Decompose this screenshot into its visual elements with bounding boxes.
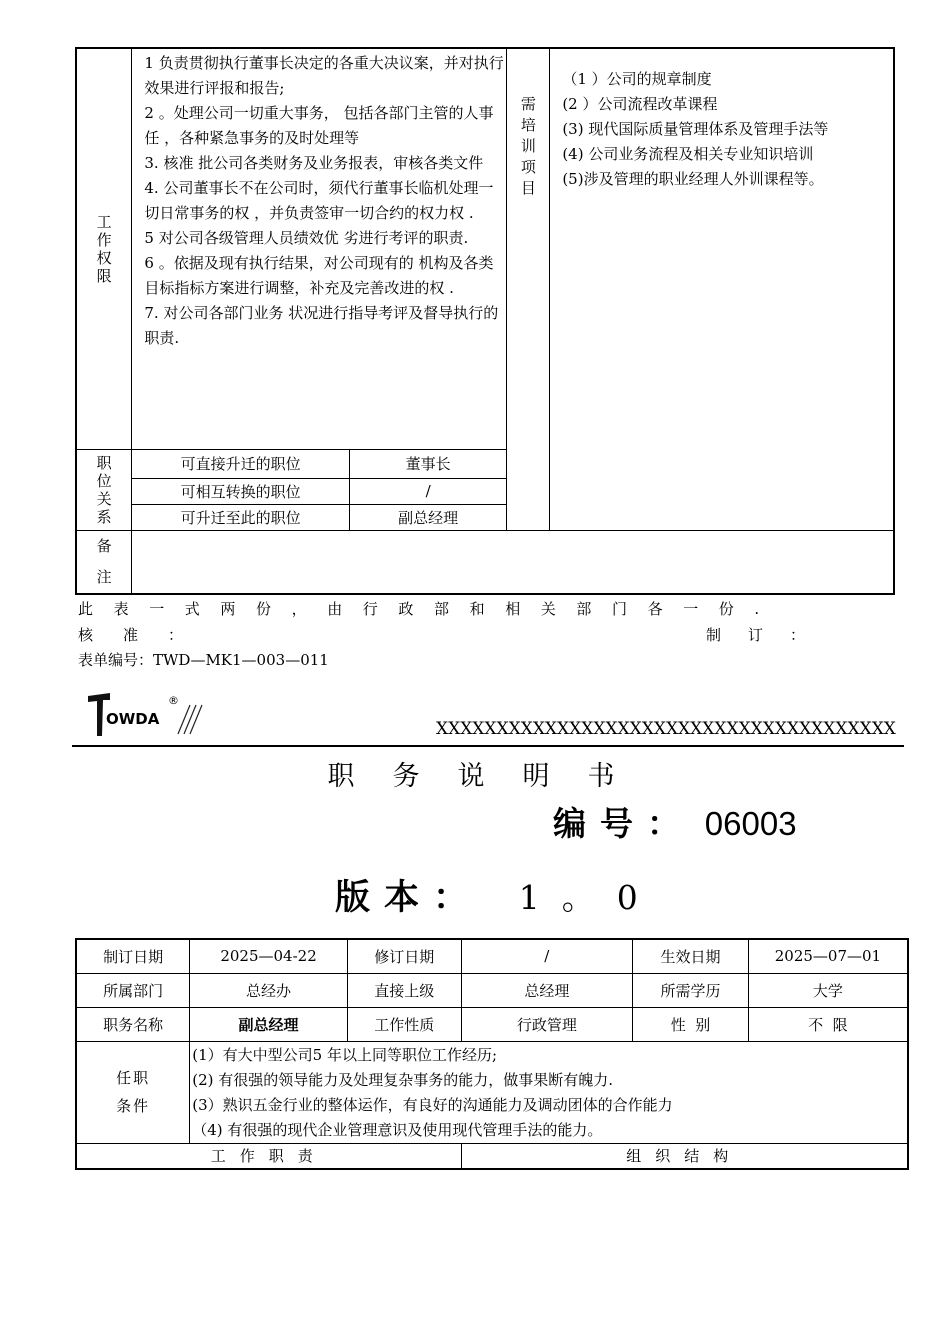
responsibility-item: 2 。处理公司一切重大事务， 包括各部门主管的人事任 ，各种紧急事务的及时处理等 [144, 104, 494, 147]
relation-value: / [349, 478, 507, 504]
relation-label: 可直接升迁的职位 [132, 449, 349, 478]
copies-note: 此表一式两份，由行政部和相关部门各一份. [78, 600, 780, 618]
relation-label: 可相互转换的职位 [132, 478, 349, 504]
qualifications-cell [190, 1041, 908, 1143]
version-value: 1。0 [518, 878, 660, 917]
form-number: 表单编号：TWD—MK1—003—011 [78, 651, 329, 669]
job-info-table [75, 938, 909, 1170]
revise-label: 制订： [706, 626, 833, 644]
relation-label: 可升迁至此的职位 [132, 504, 349, 530]
info-value: 副总经理 [190, 1007, 348, 1041]
info-label: 修订日期 [347, 939, 461, 973]
company-logo [84, 690, 214, 740]
info-value: 行政管理 [461, 1007, 633, 1041]
remarks-label: 备注 [76, 530, 132, 594]
info-value: / [461, 939, 633, 973]
info-label: 生效日期 [633, 939, 749, 973]
relation-value: 副总经理 [349, 504, 507, 530]
training-item: (4) 公司业务流程及相关专业知识培训 [562, 145, 814, 163]
info-value: 不 限 [748, 1007, 908, 1041]
qualification-label: 任职条件 [76, 1041, 190, 1143]
training-item: (5)涉及管理的职业经理人外训课程等。 [562, 170, 824, 188]
responsibility-item: 1 负责贯彻执行董事长决定的各重大决议案，并对执行效果进行评报和报告; [144, 54, 504, 97]
info-value: 总经理 [461, 973, 633, 1007]
qualification-item: (1）有大中型公司5 年以上同等职位工作经历; [192, 1045, 498, 1064]
training-label: 需培训项目 [507, 48, 550, 530]
relation-value: 董事长 [349, 449, 507, 478]
qualification-item: （4) 有很强的现代企业管理意识及使用现代管理手法的能力。 [192, 1120, 603, 1139]
info-value: 总经办 [190, 973, 348, 1007]
training-item: (3) 现代国际质量管理体系及管理手法等 [562, 120, 829, 138]
training-item: （1 ）公司的规章制度 [562, 70, 712, 88]
responsibility-item: 4. 公司董事长不在公司时，须代行董事长临机处理一切日常事务的权 ，并负责签审一切合约的权力权 . [144, 179, 494, 222]
info-label: 所属部门 [76, 973, 190, 1007]
company-name: XXXXXXXXXXXXXXXXXXXXXXXXXXXXXXXXXXXXXX [436, 719, 896, 739]
responsibility-item: 5 对公司各级管理人员绩效优 劣进行考评的职责. [144, 229, 469, 247]
number-value: 06003 [704, 805, 797, 842]
header-rule [72, 745, 904, 747]
qualification-item: (2) 有很强的领导能力及处理复杂事务的能力，做事果断有魄力. [192, 1070, 614, 1089]
info-label: 制订日期 [76, 939, 190, 973]
doc-version [335, 870, 660, 920]
work-authority-label: 工作权限 [76, 48, 132, 449]
responsibility-item: 3. 核准 批公司各类财务及业务报表，审核各类文件 [144, 154, 484, 172]
info-label: 直接上级 [347, 973, 461, 1007]
info-value: 2025—07—01 [748, 939, 908, 973]
position-relation-label: 职位关系 [76, 449, 132, 530]
org-structure-header: 组织结构 [461, 1143, 908, 1169]
responsibilities-cell [132, 48, 507, 449]
info-label: 职务名称 [76, 1007, 190, 1041]
doc-number [553, 798, 797, 845]
responsibility-item: 7. 对公司各部门业务 状况进行指导考评及督导执行的职责. [144, 304, 499, 347]
training-item: (2 ）公司流程改革课程 [562, 95, 718, 113]
info-value: 2025—04-22 [190, 939, 348, 973]
info-label: 所需学历 [633, 973, 749, 1007]
approve-label: 核准： [78, 626, 214, 644]
qualification-item: (3）熟识五金行业的整体运作，有良好的沟通能力及调动团体的合作能力 [192, 1095, 673, 1114]
training-items-cell [550, 48, 894, 530]
info-label: 性 别 [633, 1007, 749, 1041]
logo-text: OWDA [106, 710, 160, 728]
version-label: 版本： [335, 877, 483, 918]
job-authority-table [75, 47, 895, 595]
info-value: 大学 [748, 973, 908, 1007]
logo-registered-mark: ® [168, 694, 179, 707]
doc-title: 职务说明书 [327, 761, 653, 792]
responsibility-item: 6 。依据及现有执行结果，对公司现有的 机构及各类目标指标方案进行调整，补充及完善改进的权 . [144, 254, 494, 297]
duties-header: 工作职责 [76, 1143, 461, 1169]
info-label: 工作性质 [347, 1007, 461, 1041]
remarks-cell [132, 530, 894, 594]
number-label: 编号： [553, 804, 694, 843]
